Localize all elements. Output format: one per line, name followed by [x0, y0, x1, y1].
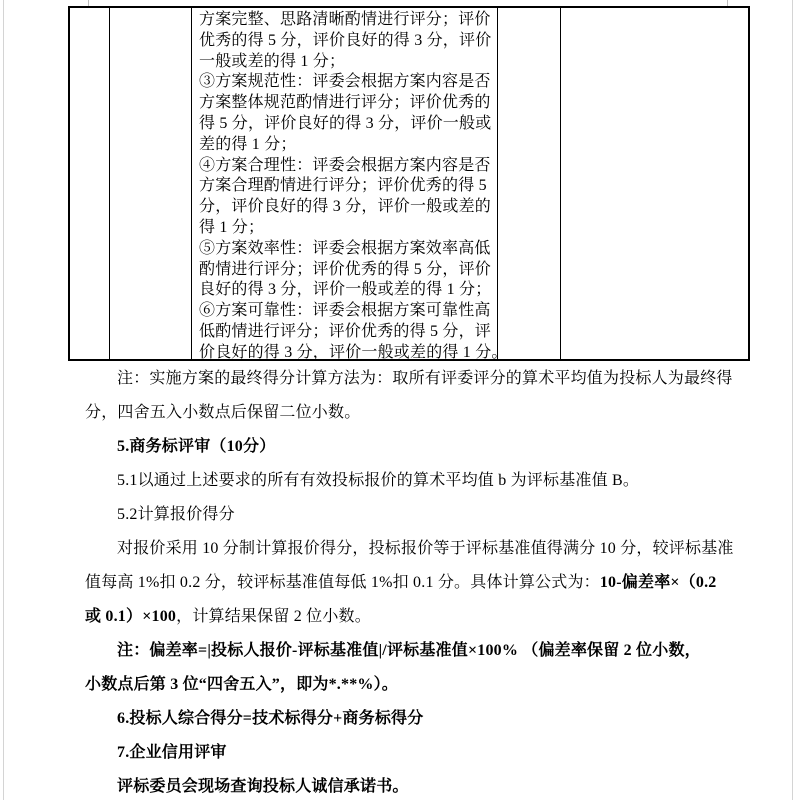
- body-text-segment: 注：实施方案的最终得分计算方法为：取所有评委评分的算术平均值为投标人为最终得: [117, 370, 733, 387]
- table-cell-empty-3: [498, 8, 561, 359]
- body-text-segment: 分，四舍五入小数点后保留二位小数。: [85, 404, 361, 421]
- body-text-line: [85, 532, 790, 566]
- body-text-line: [85, 770, 790, 800]
- body-text-segment: 5.1以通过上述要求的所有有效投标报价的算术平均值 b 为评标基准值 B。: [117, 472, 640, 489]
- body-text-segment: ，计算结果保留 2 位小数。: [176, 608, 371, 625]
- body-text-line: [85, 634, 790, 668]
- body-text-segment: 5.2计算报价得分: [117, 506, 235, 523]
- body-text-line: [85, 498, 790, 532]
- body-text-line: [85, 566, 790, 600]
- table-cell-criteria-text: [192, 8, 508, 361]
- criteria-line: 价良好的得 3 分，评价一般或差的得 1 分。: [199, 343, 508, 361]
- body-text-line: [85, 430, 790, 464]
- page-right-edge-line: [792, 0, 793, 800]
- body-text-segment: 值每高 1%扣 0.2 分，较评标基准值每低 1%扣 0.1 分。具体计算公式为：: [85, 574, 600, 591]
- body-text-segment: 对报价采用 10 分制计算报价得分，投标报价等于评标基准值得满分 10 分，较评标基准: [117, 540, 734, 557]
- criteria-line: 得 5 分，评价良好的得 3 分，评价一般或: [199, 114, 492, 132]
- criteria-line: 一般或差的得 1 分；: [199, 52, 346, 70]
- criteria-line: 得 1 分；: [199, 218, 265, 236]
- body-text-line: [85, 668, 790, 702]
- criteria-line: 方案完整、思路清晰酌情进行评分；评价: [199, 11, 491, 28]
- body-text-segment-bold: 10-偏差率×（0.2: [599, 574, 717, 591]
- criteria-line: ⑤方案效率性：评委会根据方案效率高低: [199, 239, 491, 257]
- body-text-line: [85, 464, 790, 498]
- criteria-line: 差的得 1 分；: [199, 135, 297, 153]
- criteria-line: 酌情进行评分；评价优秀的得 5 分，评价: [199, 260, 492, 278]
- evaluation-criteria-table: [68, 6, 750, 361]
- criteria-line: 方案合理酌情进行评分；评价优秀的得 5: [199, 177, 487, 195]
- body-text-segment-bold: 小数点后第 3 位“四舍五入”，即为*.**%）。: [85, 676, 399, 693]
- criteria-line: ④方案合理性：评委会根据方案内容是否: [199, 156, 491, 174]
- body-text-line: [85, 362, 790, 396]
- document-body: [85, 362, 790, 800]
- body-text-segment-bold: 评标委员会现场查询投标人诚信承诺书。: [117, 778, 409, 795]
- criteria-line: ③方案规范性：评委会根据方案内容是否: [199, 73, 491, 91]
- body-text-line: [85, 702, 790, 736]
- body-text-line: [85, 736, 790, 770]
- body-text-line: [85, 600, 790, 634]
- body-text-segment-bold: 5.商务标评审（10分）: [117, 438, 276, 455]
- body-text-segment-bold: 7.企业信用评审: [117, 744, 227, 761]
- criteria-line: 良好的得 3 分，评价一般或差的得 1 分；: [199, 281, 492, 299]
- table-cell-empty-1: [70, 8, 110, 359]
- criteria-line: 方案整体规范酌情进行评分；评价优秀的: [199, 94, 491, 112]
- body-text-segment-bold: 6.投标人综合得分=技术标得分+商务标得分: [117, 710, 424, 727]
- body-text-segment-bold: 注：偏差率=|投标人报价-评标基准值|/评标基准值×100% （偏差率保留 2 位小数，: [117, 642, 701, 659]
- page-left-edge-line: [3, 0, 4, 800]
- body-text-segment-bold: 或 0.1）×100: [85, 608, 177, 625]
- criteria-line: 分，评价良好的得 3 分，评价一般或差的: [199, 198, 492, 216]
- criteria-line: 低酌情进行评分；评价优秀的得 5 分，评: [199, 322, 492, 340]
- criteria-line: ⑥方案可靠性：评委会根据方案可靠性高: [199, 302, 491, 320]
- criteria-line: 优秀的得 5 分，评价良好的得 3 分，评价: [199, 31, 492, 49]
- table-cell-empty-4: [561, 8, 748, 359]
- table-cell-empty-2: [110, 8, 192, 359]
- body-text-line: [85, 396, 790, 430]
